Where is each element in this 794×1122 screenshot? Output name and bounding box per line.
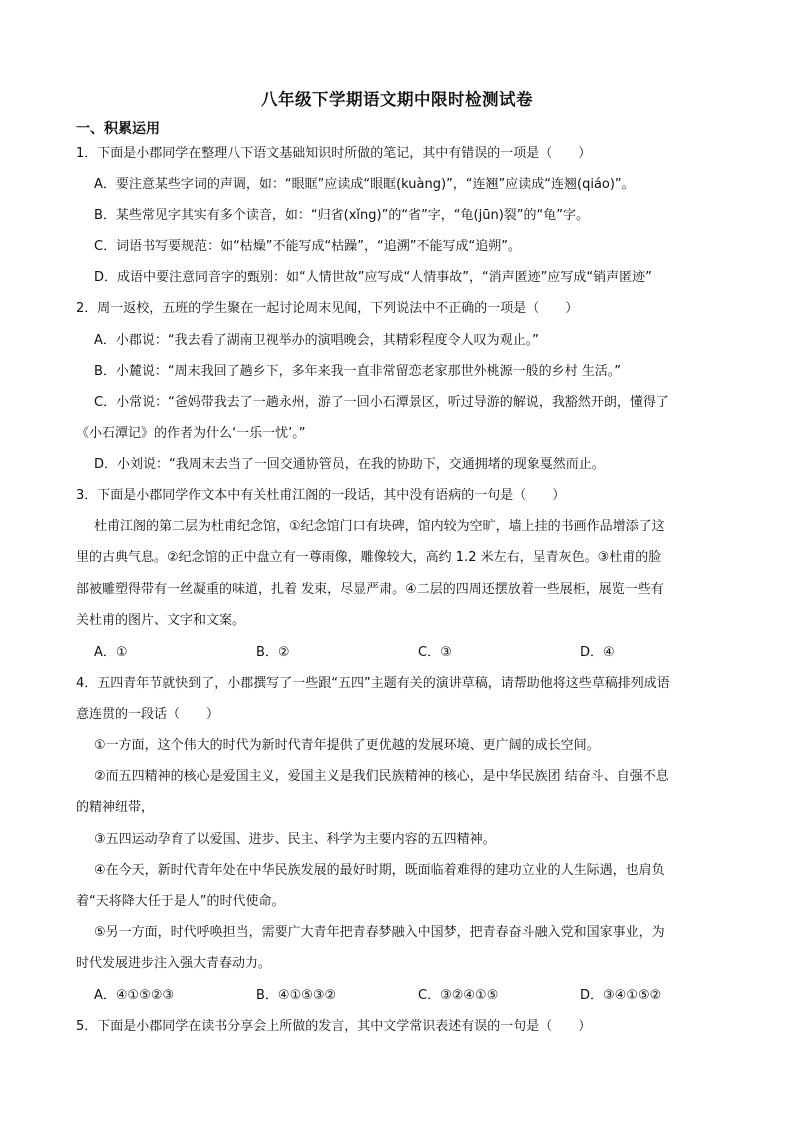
question-4-sentence-5: ⑤另一方面，时代呼唤担当，需要广大青年把青春梦融入中国梦，把青春奋斗融入党和国家事业，为 [94,925,665,940]
question-5-stem: 5．下面是小郡同学在读书分享会上所做的发言，其中文学常识表述有误的一句是（ ） [76,1019,592,1034]
question-1-option-a: A．要注意某些字词的声调，如：“眼眶”应读成“眼眶(kuàng)”，“连翘”应读成“连翘(qiáo)”。 [94,177,635,192]
question-4-sentence-3: ③五四运动孕育了以爱国、进步、民主、科学为主要内容的五四精神。 [94,832,496,847]
question-4-sentence-5-continued: 时代发展进步注入强大青春动力。 [76,956,272,971]
question-3-passage-line-1: 杜甫江阁的第二层为杜甫纪念馆，①纪念馆门口有块碑，馆内较为空旷，墙上挂的书画作品增添了这 [94,519,665,534]
question-2-option-d: D．小刘说：“我周末去当了一回交通协管员，在我的协助下，交通拥堵的现象戛然而止。 [94,457,605,472]
question-3-option-c: C．③ [418,645,452,660]
question-2-stem: 2．周一返校，五班的学生聚在一起讨论周末见闻，下列说法中不正确的一项是（ ） [76,301,579,316]
question-4-option-d: D．③④①⑤② [580,988,662,1003]
question-2-option-b: B．小麓说：“周末我回了趟乡下，多年来我一直非常留恋老家那世外桃源一般的乡村 生活。” [94,364,622,379]
question-2-option-c-continued: 《小石潭记》的作者为什么‘一乐一忧’。” [76,426,306,441]
question-3-stem: 3．下面是小郡同学作文本中有关杜甫江阁的一段话，其中没有语病的一句是（ ） [76,488,566,503]
question-4-sentence-4-continued: 着“天将降大任于是人”的时代使命。 [76,894,285,909]
question-4-sentence-2-continued: 的精神纽带， [76,800,155,815]
question-3-passage-line-3: 部被雕塑得带有一丝凝重的味道，扎着 发束，尽显严肃。④二层的四周还摆放着一些展柜，展览一些有 [76,582,664,597]
section-heading: 一、积累运用 [76,121,160,137]
question-4-option-b: B．④①⑤③② [256,988,337,1003]
page-title: 八年级下学期语文期中限时检测试卷 [261,90,533,109]
question-4-option-c: C．③②④①⑤ [418,988,499,1003]
question-3-option-b: B．② [256,645,290,660]
question-3-passage-line-2: 里的古典气息。②纪念馆的正中盘立有一尊雨像，雕像较大，高约 1.2 米左右，呈青灰色。③杜甫的脸 [76,550,662,565]
question-4-sentence-2: ②而五四精神的核心是爱国主义，爱国主义是我们民族精神的核心，是中华民族团 结奋斗、自强不息 [94,769,669,784]
question-4-sentence-1: ①一方面，这个伟大的时代为新时代青年提供了更优越的发展环境、更广阔的成长空间。 [94,738,600,753]
question-4-stem: 4．五四青年节就快到了，小郡撰写了一些跟“五四”主题有关的演讲草稿，请帮助他将这些草稿排列成语 [76,676,670,691]
question-2-option-c: C．小常说：“爸妈带我去了一趟永州，游了一回小石潭景区，听过导游的解说，我豁然开朗，懂得了 [94,395,669,410]
question-1-option-c: C．词语书写要规范：如“枯燥”不能写成“枯躁”，“追溯”不能写成“追朔”。 [94,239,521,254]
question-1-option-d: D．成语中要注意同音字的甄别：如“人情世故”应写成“人情事故”，“消声匿迹”应写成“销声匿迹” [94,270,652,285]
question-3-option-d: D．④ [580,645,615,660]
question-2-option-a: A．小郡说：“我去看了湖南卫视举办的演唱晚会，其精彩程度令人叹为观止。” [94,333,539,348]
question-4-sentence-4: ④在今天，新时代青年处在中华民族发展的最好时期，既面临着难得的建功立业的人生际遇，也肩负 [94,863,665,878]
question-3-option-a: A．① [94,645,128,660]
question-4-stem-continued: 意连贯的一段话（ ） [76,707,220,722]
question-1-option-b: B．某些常见字其实有多个读音，如：“归省(xǐng)”的“省”字，“龟(jūn)裂”的“龟”字。 [94,208,589,223]
question-3-passage-line-4: 关杜甫的图片、文字和文案。 [76,613,246,628]
question-1-stem: 1．下面是小郡同学在整理八下语文基础知识时所做的笔记，其中有错误的一项是（ ） [76,146,592,161]
question-4-option-a: A．④①⑤②③ [94,988,175,1003]
